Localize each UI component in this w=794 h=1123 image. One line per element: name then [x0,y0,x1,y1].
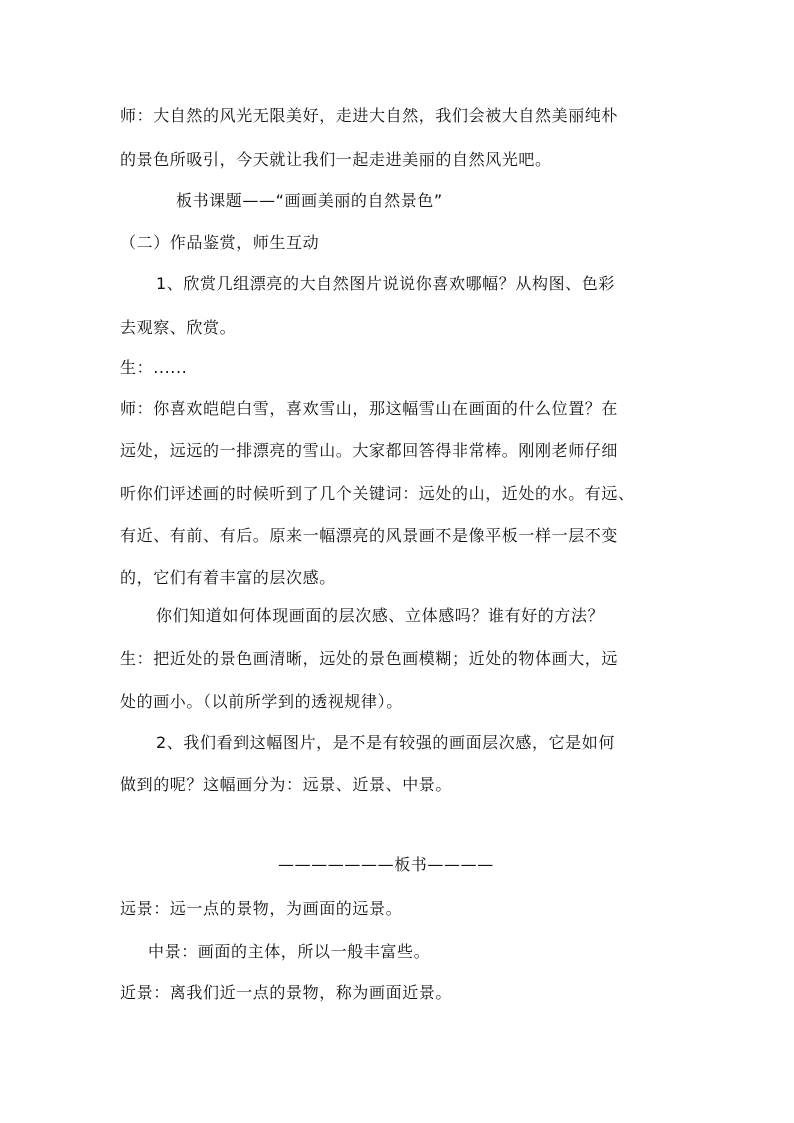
blackboard-divider: ———————板书———— [278,855,494,874]
paragraph-line: 师：大自然的风光无限美好，走进大自然，我们会被大自然美丽纯朴 [120,106,619,125]
paragraph-line: 的，它们有着丰富的层次感。 [120,568,336,587]
student-line: 生：...... [120,358,188,377]
definition-line: 中景：画面的主体，所以一般丰富些。 [148,942,431,961]
paragraph-line: 的景色所吸引，今天就让我们一起走进美丽的自然风光吧。 [120,150,552,169]
paragraph-line: 1、欣赏几组漂亮的大自然图片说说你喜欢哪幅？从构图、色彩 [156,274,615,293]
definition-line: 远景：远一点的景物，为画面的远景。 [120,899,403,918]
paragraph-line: 2、我们看到这幅图片，是不是有较强的画面层次感，它是如何 [156,733,615,752]
paragraph-line: 做到的呢？这幅画分为：远景、近景、中景。 [120,775,453,794]
paragraph-line: 你们知道如何体现画面的层次感、立体感吗？谁有好的方法？ [156,606,605,625]
section-heading: （二）作品鉴赏，师生互动 [120,233,320,252]
paragraph-line: 去观察、欣赏。 [120,318,237,337]
blackboard-title: 板书课题——“画画美丽的自然景色” [176,191,443,210]
paragraph-line: 处的画小。（以前所学到的透视规律）。 [120,692,403,711]
paragraph-line: 师：你喜欢皑皑白雪，喜欢雪山，那这幅雪山在画面的什么位置？在 [120,399,619,418]
student-line: 生：把近处的景色画清晰，远处的景色画模糊；近处的物体画大，远 [120,649,619,668]
paragraph-line: 听你们评述画的时候听到了几个关键词：远处的山，近处的水。有远、 [120,484,635,503]
definition-line: 近景：离我们近一点的景物，称为画面近景。 [120,983,453,1002]
paragraph-line: 远处，远远的一排漂亮的雪山。大家都回答得非常棒。刚刚老师仔细 [120,441,619,460]
paragraph-line: 有近、有前、有后。原来一幅漂亮的风景画不是像平板一样一层不变 [120,526,619,545]
